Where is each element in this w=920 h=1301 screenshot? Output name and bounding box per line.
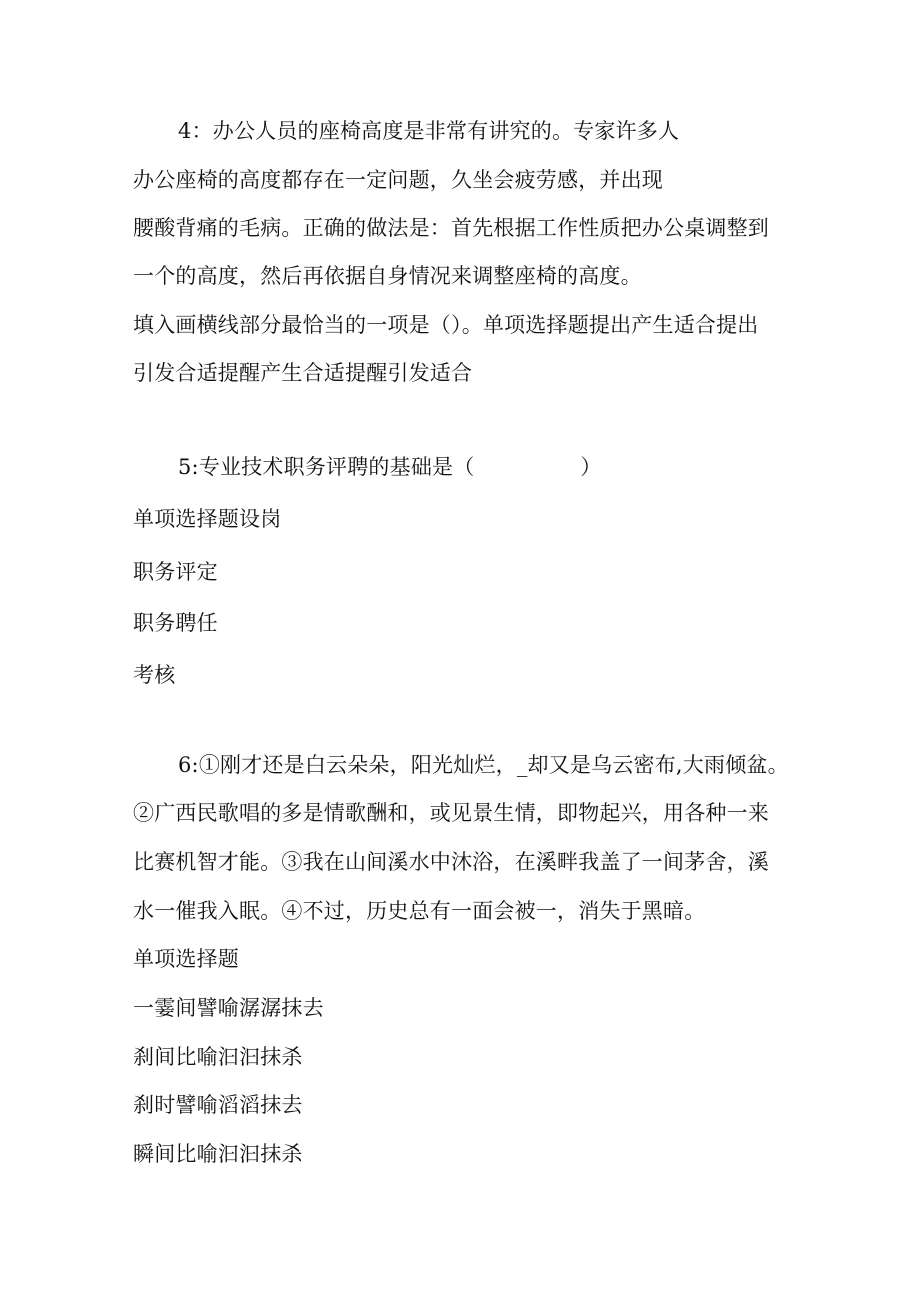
q4-line-6: 引发合适提醒产生合适提醒引发适合 <box>133 361 473 385</box>
q5-option-d: 考核 <box>133 663 176 687</box>
q5-question: 5:专业技术职务评聘的基础是（ ） <box>178 455 602 479</box>
q6-line-3: 比赛机智才能。③我在山间溪水中沐浴，在溪畔我盖了一间茅舍，溪 <box>133 850 769 874</box>
q5-type-option-a: 单项选择题设岗 <box>133 507 282 531</box>
q6-type: 单项选择题 <box>133 947 239 971</box>
q4-line-2: 办公座椅的高度都存在一定问题，久坐会疲劳感，并出现 <box>133 168 663 192</box>
q6-option-a: 一霎间譬喻潺潺抹去 <box>133 996 324 1020</box>
q6-option-d: 瞬间比喻汩汩抹杀 <box>133 1142 303 1166</box>
q6-line-4: 水一催我入眠。④不过，历史总有一面会被一，消失于黑暗。 <box>133 899 706 923</box>
q4-line-5: 填入画横线部分最恰当的一项是（）。单项选择题提出产生适合提出 <box>133 313 759 337</box>
q6-line-1: 6:①刚才还是白云朵朵，阳光灿烂，_却又是乌云密布,大雨倾盆。 <box>178 753 789 777</box>
q4-line-4: 一个的高度，然后再依据自身情况来调整座椅的高度。 <box>133 264 642 288</box>
q6-line-2: ②广西民歌唱的多是情歌酬和，或见景生情，即物起兴，用各种一来 <box>133 801 769 825</box>
q6-option-b: 刹间比喻汩汩抹杀 <box>133 1045 303 1069</box>
q5-option-b: 职务评定 <box>133 560 218 584</box>
q6-option-c: 刹时譬喻滔滔抹去 <box>133 1093 303 1117</box>
q4-line-1: 4：办公人员的座椅高度是非常有讲究的。专家许多人 <box>178 119 680 143</box>
q4-line-3: 腰酸背痛的毛病。正确的做法是：首先根据工作性质把办公桌调整到 <box>133 216 769 240</box>
q5-option-c: 职务聘任 <box>133 611 218 635</box>
